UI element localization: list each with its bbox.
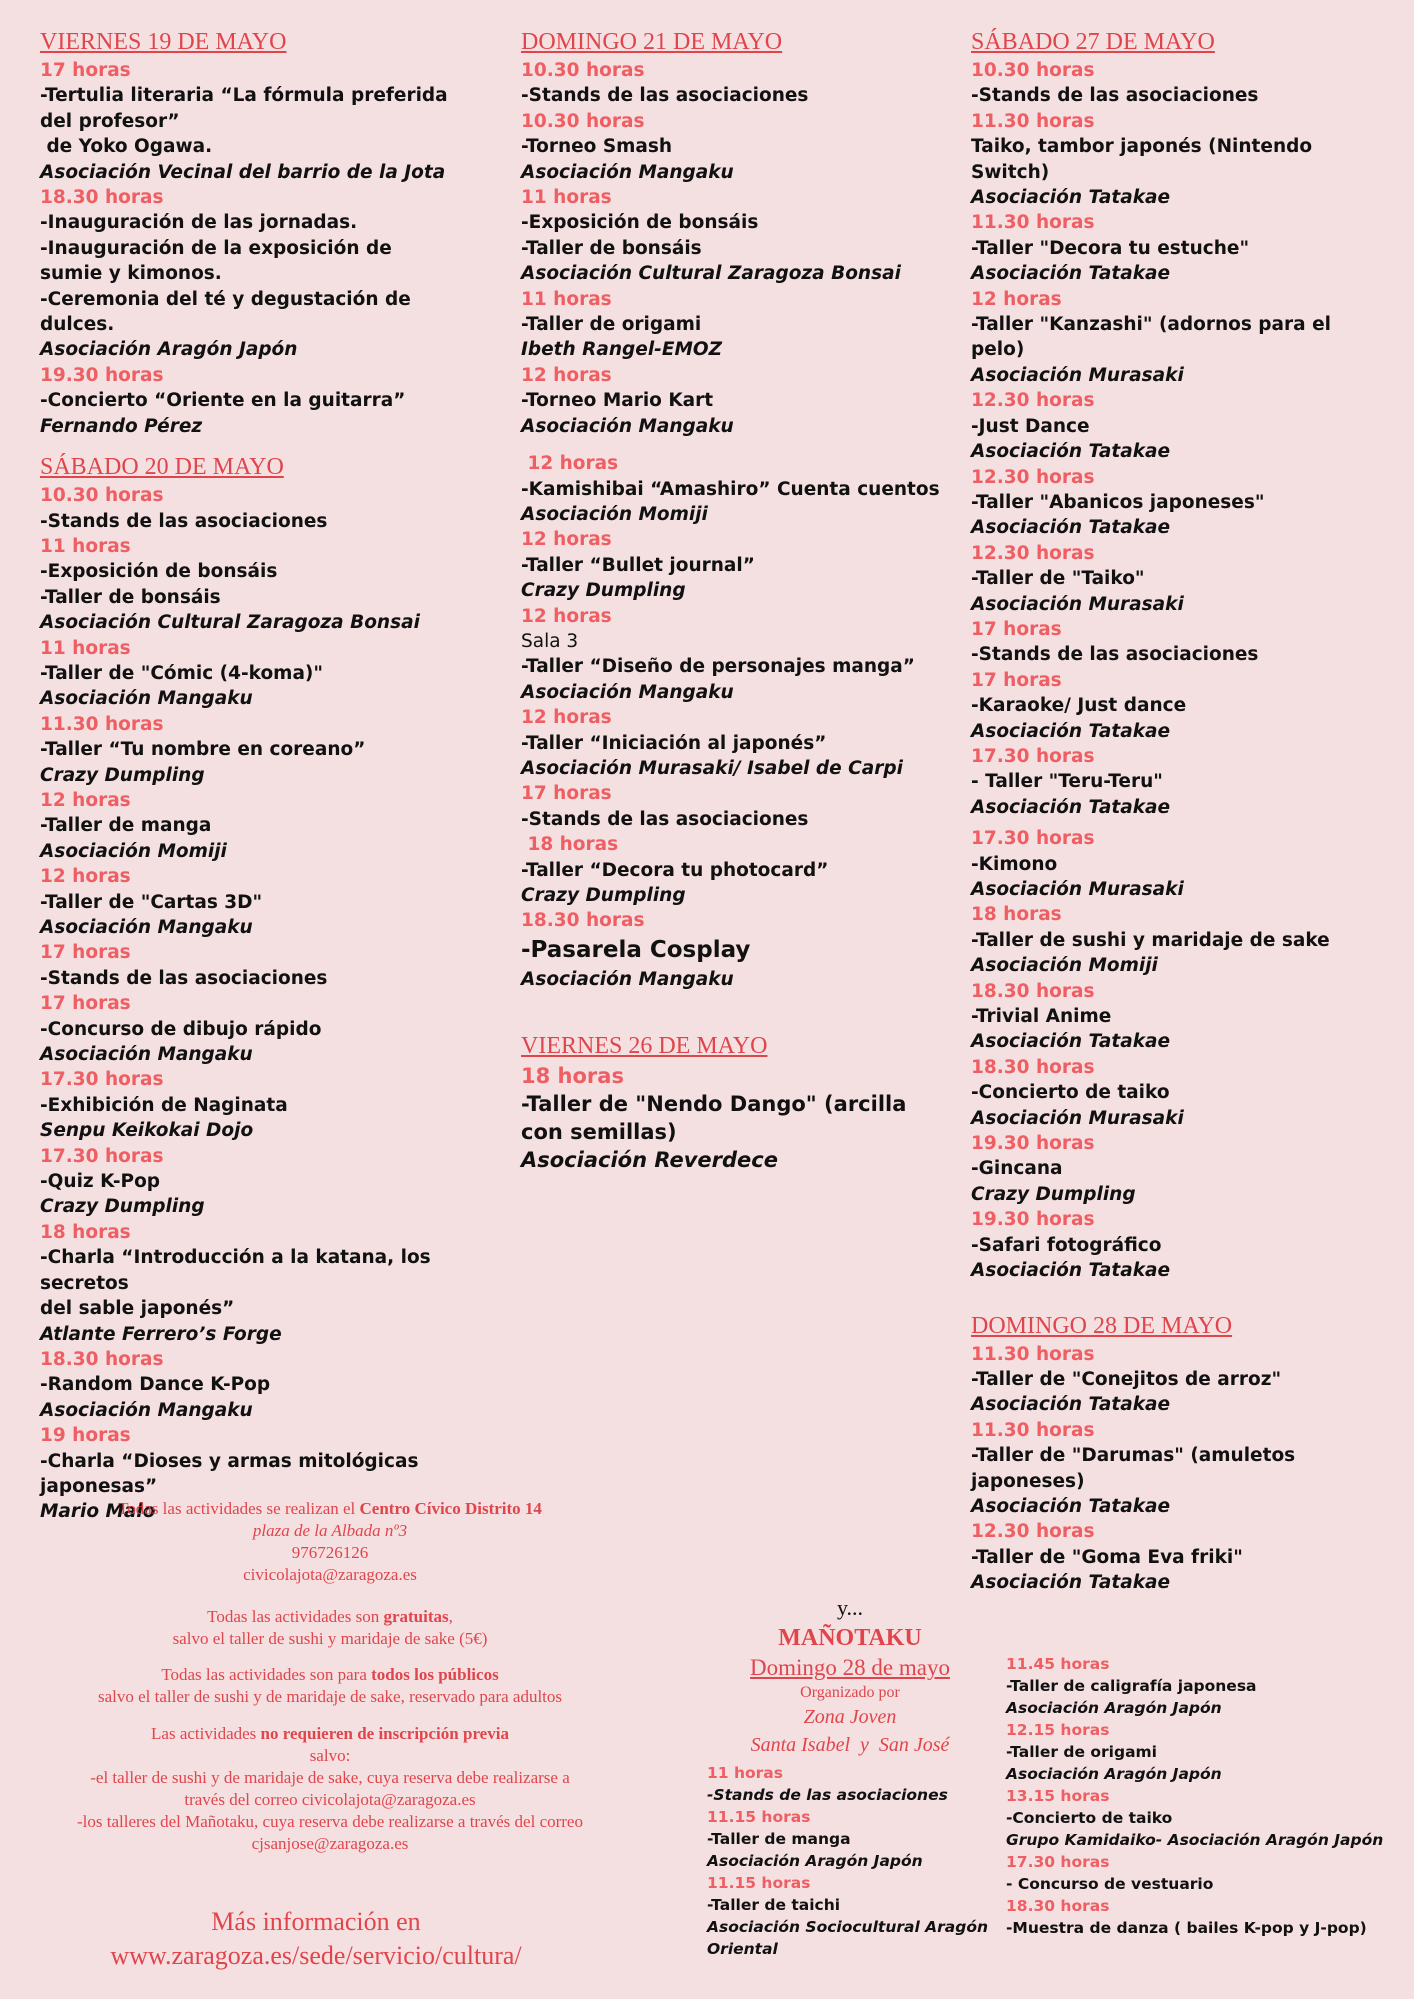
day-title: SÁBADO 20 DE MAYO [40, 454, 284, 481]
venue-address: plaza de la Albada nº3 [252, 1521, 408, 1540]
event-title: -Muestra de danza ( bailes K-pop y J-pop) [1006, 1919, 1367, 1937]
day-block [521, 26, 961, 992]
event-title: -Trivial Anime [971, 1006, 1112, 1028]
manotaku-organizer: Santa Isabel y San José [750, 1734, 950, 1756]
day-title: VIERNES 26 DE MAYO [521, 1033, 768, 1060]
event-time: 18 horas [521, 1064, 624, 1089]
event-title: -Taller “Tu nombre en coreano” [40, 739, 366, 761]
event-organizer: Asociación Tatakae [971, 1572, 1171, 1594]
event-organizer: Asociación Tatakae [971, 187, 1171, 209]
event-title: -Kimono [971, 853, 1058, 875]
event-title: dulces. [40, 314, 115, 336]
event-organizer: Asociación Momiji [971, 955, 1158, 977]
event-title: -Concurso de dibujo rápido [40, 1018, 322, 1040]
event-time: 18.30 horas [971, 980, 1095, 1002]
event-organizer: Oriental [707, 1940, 778, 1958]
event-time: 18 horas [971, 904, 1062, 926]
event-time: 17.30 horas [40, 1069, 164, 1091]
event-title: -Taller “Diseño de personajes manga” [521, 656, 915, 678]
event-organizer: Asociación Tatakae [971, 441, 1171, 463]
event-organizer: Asociación Cultural Zaragoza Bonsai [40, 612, 420, 634]
event-organizer: Asociación Reverdece [521, 1148, 778, 1173]
event-title: -Taller de "Nendo Dango" (arcilla [521, 1092, 907, 1117]
event-title: Taiko, tambor japonés (Nintendo [971, 136, 1313, 158]
event-organizer: Asociación Tatakae [971, 720, 1171, 742]
event-title: -Taller de "Conejitos de arroz" [971, 1368, 1282, 1390]
event-time: 10.30 horas [521, 60, 645, 81]
manotaku-organized-label: Organizado por [800, 1684, 900, 1701]
venue-email[interactable]: civicolajota@zaragoza.es [243, 1565, 417, 1584]
day-block [40, 26, 510, 439]
event-title: -Taller de bonsáis [40, 586, 221, 608]
event-time: 12 horas [521, 707, 612, 729]
event-organizer: Senpu Keikokai Dojo [40, 1120, 254, 1142]
info-text: salvo el taller de sushi y maridaje de sake (5€) [172, 1629, 488, 1648]
event-title: -Just Dance [971, 415, 1090, 437]
event-time: 18 horas [521, 834, 619, 856]
info-text: salvo el taller de sushi y de maridaje de sake, reservado para adultos [97, 1687, 563, 1706]
event-organizer: Asociación Mangaku [521, 415, 734, 437]
event-title: -Charla “Introducción a la katana, los secretos [40, 1247, 431, 1294]
event-time: 12 horas [521, 605, 612, 627]
event-organizer: Fernando Pérez [40, 415, 203, 437]
event-time: 17.30 horas [1006, 1853, 1110, 1871]
event-time: 11.30 horas [40, 713, 164, 735]
event-time: 17 horas [521, 783, 612, 805]
event-organizer: Asociación Murasaki [971, 879, 1184, 900]
event-title: -Stands de las asociaciones [521, 808, 809, 830]
event-time: 11.30 horas [971, 110, 1095, 132]
day-title: VIERNES 19 DE MAYO [40, 29, 287, 55]
event-title: -Taller de bonsáis [521, 237, 702, 259]
event-organizer: Asociación Mangaku [521, 968, 734, 990]
event-title: - Concurso de vestuario [1006, 1875, 1214, 1893]
manotaku-intro: y... [836, 1595, 864, 1620]
manotaku-header [690, 1593, 1010, 1759]
event-organizer: Asociación Momiji [521, 503, 708, 525]
event-title: -Concierto “Oriente en la guitarra” [40, 390, 406, 412]
location-info [0, 1498, 660, 1586]
event-organizer: Asociación Tatakae [971, 796, 1171, 818]
event-title: -Stands de las asociaciones [707, 1786, 948, 1804]
event-organizer: Asociación Mangaku [521, 681, 734, 703]
event-title: -Inauguración de las jornadas. [40, 212, 358, 234]
audience-info [0, 1664, 660, 1708]
event-title: -Torneo Smash [521, 136, 673, 158]
event-organizer: Asociación Mangaku [40, 917, 253, 938]
registration-info [0, 1723, 660, 1855]
more-info-label: Más información en [211, 1907, 421, 1936]
info-text: través del correo civicolajota@zaragoza.es [184, 1790, 476, 1809]
event-organizer: Asociación Tatakae [971, 1394, 1171, 1416]
event-organizer: Asociación Momiji [40, 840, 227, 862]
event-time: 12 horas [971, 288, 1062, 310]
manotaku-title: MAÑOTAKU [778, 1625, 922, 1651]
day-block [971, 1310, 1401, 1596]
day-title: SÁBADO 27 DE MAYO [971, 29, 1215, 55]
event-time: 17.30 horas [40, 1145, 164, 1167]
info-text: Todas las actividades se realizan el [118, 1499, 360, 1518]
event-title: -Stands de las asociaciones [40, 967, 328, 989]
event-organizer: Asociación Cultural Zaragoza Bonsai [521, 263, 901, 285]
event-time: 17.30 horas [971, 828, 1095, 850]
event-time: 17 horas [40, 60, 131, 81]
event-time: 11 horas [40, 637, 131, 659]
event-organizer: Asociación Tatakae [971, 1260, 1171, 1282]
event-time: 12 horas [521, 453, 619, 475]
event-title: -Stands de las asociaciones [521, 85, 809, 107]
event-organizer: Crazy Dumpling [40, 1196, 205, 1218]
manotaku-organizer: Zona Joven [803, 1706, 897, 1728]
day-title: DOMINGO 21 DE MAYO [521, 29, 783, 55]
event-time: 12 horas [521, 529, 612, 551]
schedule-column-1 [40, 26, 510, 1525]
manotaku-column-left [707, 1762, 997, 1960]
venue-name: Centro Cívico Distrito 14 [359, 1499, 542, 1518]
event-title: -Stands de las asociaciones [40, 510, 328, 532]
event-title: -Taller de "Cartas 3D" [40, 891, 263, 913]
event-title: -Karaoke/ Just dance [971, 695, 1187, 717]
info-text: cjsanjose@zaragoza.es [251, 1834, 409, 1853]
event-time: 11 horas [521, 288, 612, 310]
venue-phone: 976726126 [291, 1543, 369, 1562]
event-title: -Quiz K-Pop [40, 1171, 161, 1193]
event-title: -Taller "Kanzashi" (adornos para el [971, 314, 1331, 336]
event-time: 19.30 horas [971, 1133, 1095, 1155]
event-time: 17 horas [40, 942, 131, 964]
event-title: -Ceremonia del té y degustación de [40, 288, 411, 310]
event-title: -Taller "Decora tu estuche" [971, 237, 1250, 259]
event-time: 19 horas [40, 1425, 131, 1447]
event-title: -Taller “Iniciación al japonés” [521, 732, 827, 754]
event-organizer: Asociación Vecinal del barrio de la Jota [40, 161, 446, 183]
event-title: -Taller de "Taiko" [971, 568, 1145, 590]
manotaku-date: Domingo 28 de mayo [750, 1655, 950, 1680]
event-title: -Taller de "Darumas" (amuletos [971, 1445, 1296, 1467]
day-block [971, 26, 1401, 1284]
event-time: 18.30 horas [40, 187, 164, 209]
event-time: 12.30 horas [971, 390, 1095, 412]
event-title: -Stands de las asociaciones [971, 644, 1259, 666]
event-organizer: Asociación Sociocultural Aragón [707, 1918, 989, 1936]
event-organizer: Asociación Mangaku [40, 1044, 253, 1066]
event-time: 12.30 horas [971, 466, 1095, 488]
event-title: -Taller de sushi y maridaje de sake [971, 929, 1330, 951]
event-time: 12 horas [40, 866, 131, 888]
event-organizer: Asociación Murasaki [971, 593, 1184, 615]
event-time: 17 horas [971, 669, 1062, 691]
event-time: 11 horas [707, 1764, 783, 1782]
info-highlight: gratuitas [383, 1607, 449, 1626]
day-title: DOMINGO 28 DE MAYO [971, 1312, 1233, 1339]
event-time: 12.30 horas [971, 542, 1095, 564]
event-time: 18.30 horas [1006, 1897, 1110, 1915]
event-organizer: Asociación Mangaku [40, 1399, 253, 1421]
event-title: Switch) [971, 161, 1050, 183]
event-time: 19.30 horas [971, 1209, 1095, 1231]
event-time: 18 horas [40, 1221, 131, 1243]
manotaku-column-right [1006, 1653, 1406, 1939]
event-organizer: Mario Malo [40, 1501, 156, 1523]
info-text: Las actividades [151, 1724, 261, 1743]
event-title: -Tertulia literaria “La fórmula preferida [40, 85, 448, 107]
event-time: 12.30 horas [971, 1521, 1095, 1543]
event-organizer: Asociación Murasaki [971, 1107, 1184, 1129]
schedule-column-2 [521, 26, 961, 1174]
event-time: 11.45 horas [1006, 1655, 1110, 1673]
event-organizer: Atlante Ferrero’s Forge [40, 1323, 282, 1345]
event-title: -Pasarela Cosplay [521, 936, 751, 963]
event-title: -Taller de origami [1006, 1743, 1157, 1761]
event-title: -Taller de manga [707, 1830, 851, 1848]
event-time: 11.15 horas [707, 1874, 811, 1892]
event-time: 18.30 horas [40, 1348, 164, 1370]
event-title: -Random Dance K-Pop [40, 1374, 271, 1396]
event-title: -Exposición de bonsáis [40, 561, 278, 583]
event-title: -Taller "Abanicos japoneses" [971, 491, 1265, 513]
event-title: -Torneo Mario Kart [521, 390, 714, 412]
event-organizer: Crazy Dumpling [521, 885, 686, 906]
event-time: 17 horas [971, 618, 1062, 640]
info-text: -el taller de sushi y de maridaje de sake, cuya reserva debe realizarse a [90, 1768, 570, 1787]
event-time: 11 horas [40, 535, 131, 557]
event-title: Sala 3 [521, 630, 579, 652]
more-info-link[interactable]: www.zaragoza.es/sede/servicio/cultura/ [110, 1941, 522, 1970]
event-title: de Yoko Ogawa. [40, 136, 213, 158]
event-organizer: Asociación Aragón Japón [707, 1852, 923, 1870]
event-time: 19.30 horas [40, 364, 164, 386]
event-time: 13.15 horas [1006, 1787, 1110, 1805]
event-title: -Taller “Bullet journal” [521, 554, 755, 576]
event-organizer: Asociación Murasaki/ Isabel de Carpi [521, 757, 903, 779]
event-title: sumie y kimonos. [40, 263, 222, 285]
event-title: -Kamishibai “Amashiro” Cuenta cuentos [521, 478, 940, 500]
event-title: -Taller de "Cómic (4-koma)" [40, 662, 324, 684]
event-title: del sable japonés” [40, 1298, 235, 1320]
event-time: 10.30 horas [521, 110, 645, 132]
event-time: 11 horas [521, 187, 612, 209]
event-title: -Taller de origami [521, 314, 702, 336]
info-highlight: no requieren de inscripción previa [260, 1724, 509, 1743]
info-text: salvo: [309, 1746, 351, 1765]
event-organizer: Crazy Dumpling [40, 764, 205, 786]
event-title: -Inauguración de la exposición de [40, 237, 392, 259]
day-block [40, 451, 510, 1525]
event-time: 11.30 horas [971, 212, 1095, 234]
more-info [0, 1905, 632, 1973]
event-title: -Gincana [971, 1158, 1063, 1180]
price-info [0, 1606, 660, 1650]
event-title: del profesor” [40, 110, 180, 132]
event-title: japoneses) [971, 1470, 1085, 1492]
event-organizer: Asociación Tatakae [971, 517, 1171, 539]
event-organizer: Asociación Aragón Japón [1006, 1699, 1222, 1717]
event-title: -Taller “Decora tu photocard” [521, 859, 829, 881]
event-organizer: Asociación Aragón Japón [40, 339, 298, 361]
event-time: 10.30 horas [40, 485, 164, 507]
info-highlight: todos los públicos [371, 1665, 499, 1684]
event-time: 18.30 horas [971, 1056, 1095, 1078]
event-title: -Charla “Dioses y armas mitológicas japonesas” [40, 1450, 419, 1497]
event-organizer: Asociación Tatakae [971, 263, 1171, 285]
event-title: -Stands de las asociaciones [971, 85, 1259, 107]
event-organizer: Grupo Kamidaiko- Asociación Aragón Japón [1006, 1831, 1384, 1849]
schedule-column-3 [971, 26, 1401, 1596]
event-time: 17.30 horas [971, 745, 1095, 767]
event-title: con semillas) [521, 1120, 677, 1145]
event-title: -Exposición de bonsáis [521, 212, 759, 234]
event-time: 12 horas [521, 364, 612, 386]
event-title: -Taller de "Goma Eva friki" [971, 1546, 1243, 1568]
info-text: -los talleres del Mañotaku, cuya reserva debe realizarse a través del correo [77, 1812, 583, 1831]
event-organizer: Ibeth Rangel-EMOZ [521, 339, 723, 361]
event-organizer: Asociación Mangaku [521, 161, 734, 183]
event-organizer: Asociación Tatakae [971, 1495, 1171, 1517]
event-time: 11.30 horas [971, 1419, 1095, 1441]
event-title: -Safari fotográfico [971, 1234, 1162, 1256]
event-organizer: Asociación Tatakae [971, 1031, 1171, 1053]
event-title: -Taller de taichi [707, 1896, 841, 1914]
event-title: - Taller "Teru-Teru" [971, 771, 1163, 793]
event-title: -Taller de manga [40, 815, 212, 837]
info-text: Todas las actividades son [207, 1607, 384, 1626]
event-time: 11.15 horas [707, 1808, 811, 1826]
event-title: pelo) [971, 339, 1025, 361]
event-title: -Taller de caligrafía japonesa [1006, 1677, 1257, 1695]
event-title: -Concierto de taiko [1006, 1809, 1173, 1827]
info-text: , [448, 1607, 453, 1626]
event-time: 12 horas [40, 789, 131, 811]
event-time: 18.30 horas [521, 910, 645, 932]
event-organizer: Crazy Dumpling [971, 1183, 1136, 1205]
event-organizer: Asociación Aragón Japón [1006, 1765, 1222, 1783]
info-text: Todas las actividades son para [161, 1665, 372, 1684]
event-time: 10.30 horas [971, 60, 1095, 81]
event-time: 17 horas [40, 993, 131, 1015]
event-organizer: Asociación Mangaku [40, 688, 253, 710]
event-organizer: Asociación Murasaki [971, 364, 1184, 386]
event-title: -Exhibición de Naginata [40, 1094, 288, 1116]
event-organizer: Crazy Dumpling [521, 580, 686, 602]
event-time: 11.30 horas [971, 1343, 1095, 1365]
event-time: 12.15 horas [1006, 1721, 1110, 1739]
event-title: -Concierto de taiko [971, 1082, 1170, 1104]
day-block [521, 1030, 961, 1174]
